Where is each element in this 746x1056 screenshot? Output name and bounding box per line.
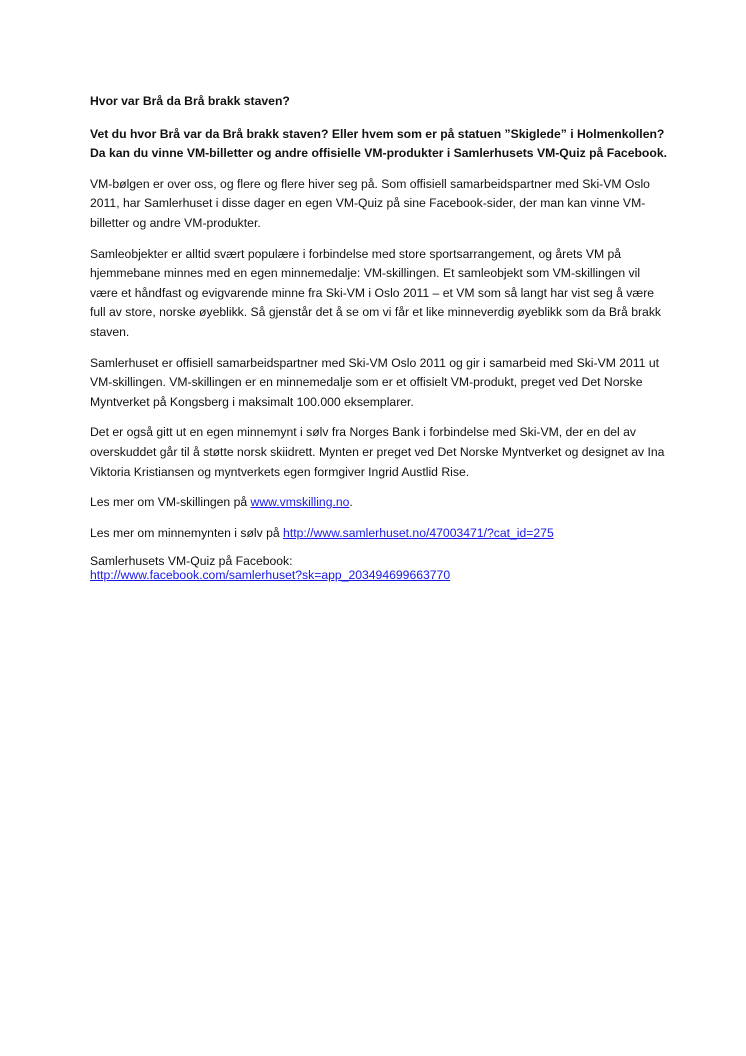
body-paragraph-4: Det er også gitt ut en egen minnemynt i sølv fra Norges Bank i forbindelse med Ski-VM, der en del av overskuddet går til å støtte norsk skiidrett. Mynten er preget ved Det Norske Myntverket og designet av Ina Viktoria Kristiansen og myntverkets egen formgiver Ingrid Austlid Rise. (90, 425, 665, 479)
body-paragraph-1: VM-bølgen er over oss, og flere og flere hiver seg på. Som offisiell samarbeidspartner med Ski-VM Oslo 2011, har Samlerhuset i disse dager en egen VM-Quiz på sine Facebook-sider, der man kan vinne VM-billetter og andre VM-produkter. (90, 176, 650, 230)
facebook-prefix: Samlerhusets VM-Quiz på Facebook: (90, 554, 293, 569)
vmskilling-link[interactable]: www.vmskilling.no (250, 495, 350, 510)
document-title: Hvor var Brå da Brå brakk staven? (90, 94, 290, 108)
minnemynt-prefix: Les mer om minnemynten i sølv på (90, 525, 284, 540)
minnemynt-link[interactable]: http://www.samlerhuset.no/47003471/?cat_id=275 (283, 525, 554, 540)
body-paragraph-2: Samleobjekter er alltid svært populære i forbindelse med store sportsarrangement, og årets VM på hjemmebane minnes med en egen minnemedalje: VM-skillingen. Et samleobjekt som VM-skillingen vil være et håndfast og evigvarende minne fra Ski-VM i Oslo 2011 – et VM som så langt har vist seg å være full av store, norske øyeblikk. Så gjenstår det å se om vi får et like minneverdig øyeblikk som da Brå brakk staven. (90, 246, 662, 339)
lead-paragraph: Vet du hvor Brå var da Brå brakk staven? Eller hvem som er på statuen ”Skiglede” i Holmenkollen? Da kan du vinne VM-billetter og andre offisielle VM-produkter i Samlerhusets VM-Quiz på Facebook. (90, 126, 667, 161)
body-paragraph-3: Samlerhuset er offisiell samarbeidspartner med Ski-VM Oslo 2011 og gir i samarbeid med Ski-VM 2011 ut VM-skillingen. VM-skillingen er en minnemedalje som er et offisielt VM-produkt, preget ved Det Norske Myntverket på Kongsberg i maksimalt 100.000 eksemplarer. (90, 355, 659, 409)
facebook-block (90, 554, 670, 582)
vmskilling-prefix: Les mer om VM-skillingen på (90, 495, 251, 510)
document-page (90, 92, 670, 593)
vmskilling-suffix: . (349, 495, 353, 510)
minnemynt-line (90, 524, 670, 544)
vmskilling-line (90, 493, 670, 513)
facebook-link[interactable]: http://www.facebook.com/samlerhuset?sk=app_203494699663770 (90, 568, 451, 583)
